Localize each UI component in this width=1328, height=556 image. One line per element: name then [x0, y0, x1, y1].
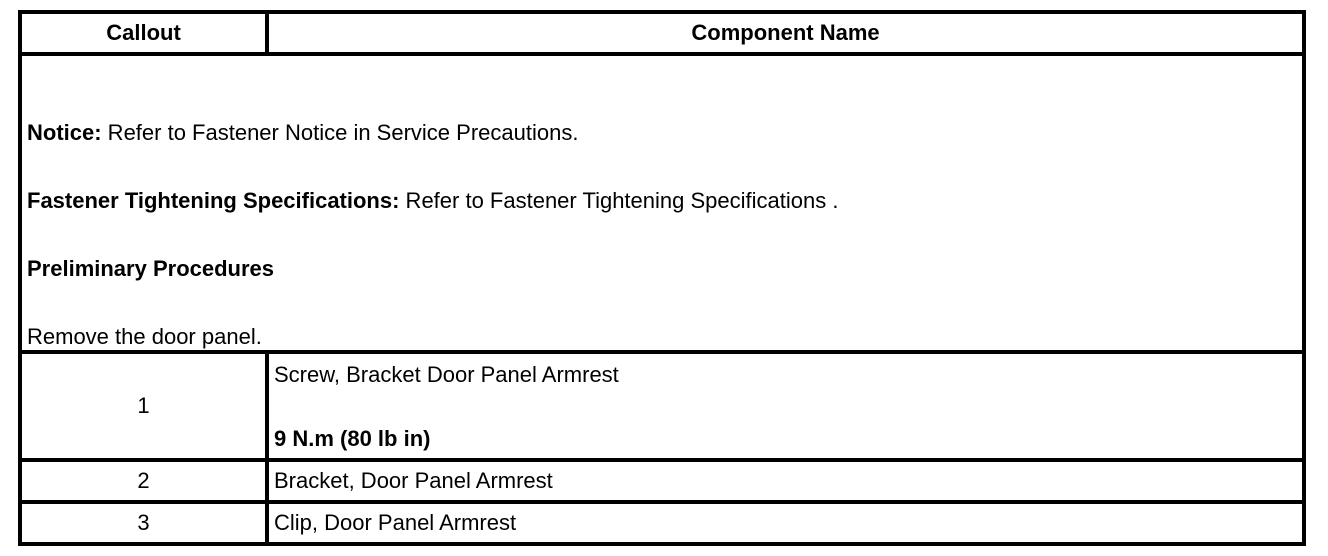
fastener-spec-line	[27, 188, 1302, 214]
notes-row	[20, 54, 1304, 352]
fastener-spec-text: Refer to Fastener Tightening Specifications .	[399, 188, 839, 213]
preliminary-procedures-heading: Preliminary Procedures	[27, 256, 275, 281]
fastener-spec-label: Fastener Tightening Specifications:	[27, 188, 400, 213]
component-name-cell	[267, 352, 1304, 460]
table-row	[20, 352, 1304, 460]
preliminary-step: Remove the door panel.	[27, 324, 262, 349]
callout-cell: 3	[20, 502, 267, 544]
notes-content	[22, 56, 1302, 350]
notes-cell	[20, 54, 1304, 352]
table-row	[20, 460, 1304, 502]
component-name: Screw, Bracket Door Panel Armrest	[274, 362, 619, 387]
callout-cell: 2	[20, 460, 267, 502]
component-name-cell: Clip, Door Panel Armrest	[267, 502, 1304, 544]
component-name-cell: Bracket, Door Panel Armrest	[267, 460, 1304, 502]
callout-cell: 1	[20, 352, 267, 460]
notice-text: Refer to Fastener Notice in Service Precautions.	[101, 120, 579, 145]
component-table	[18, 10, 1306, 546]
torque-spec: 9 N.m (80 lb in)	[274, 426, 431, 451]
component-name-header: Component Name	[267, 12, 1304, 54]
callout-header: Callout	[20, 12, 267, 54]
table-row	[20, 502, 1304, 544]
header-row	[20, 12, 1304, 54]
notice-label: Notice:	[27, 120, 102, 145]
notice-line	[27, 120, 1302, 146]
